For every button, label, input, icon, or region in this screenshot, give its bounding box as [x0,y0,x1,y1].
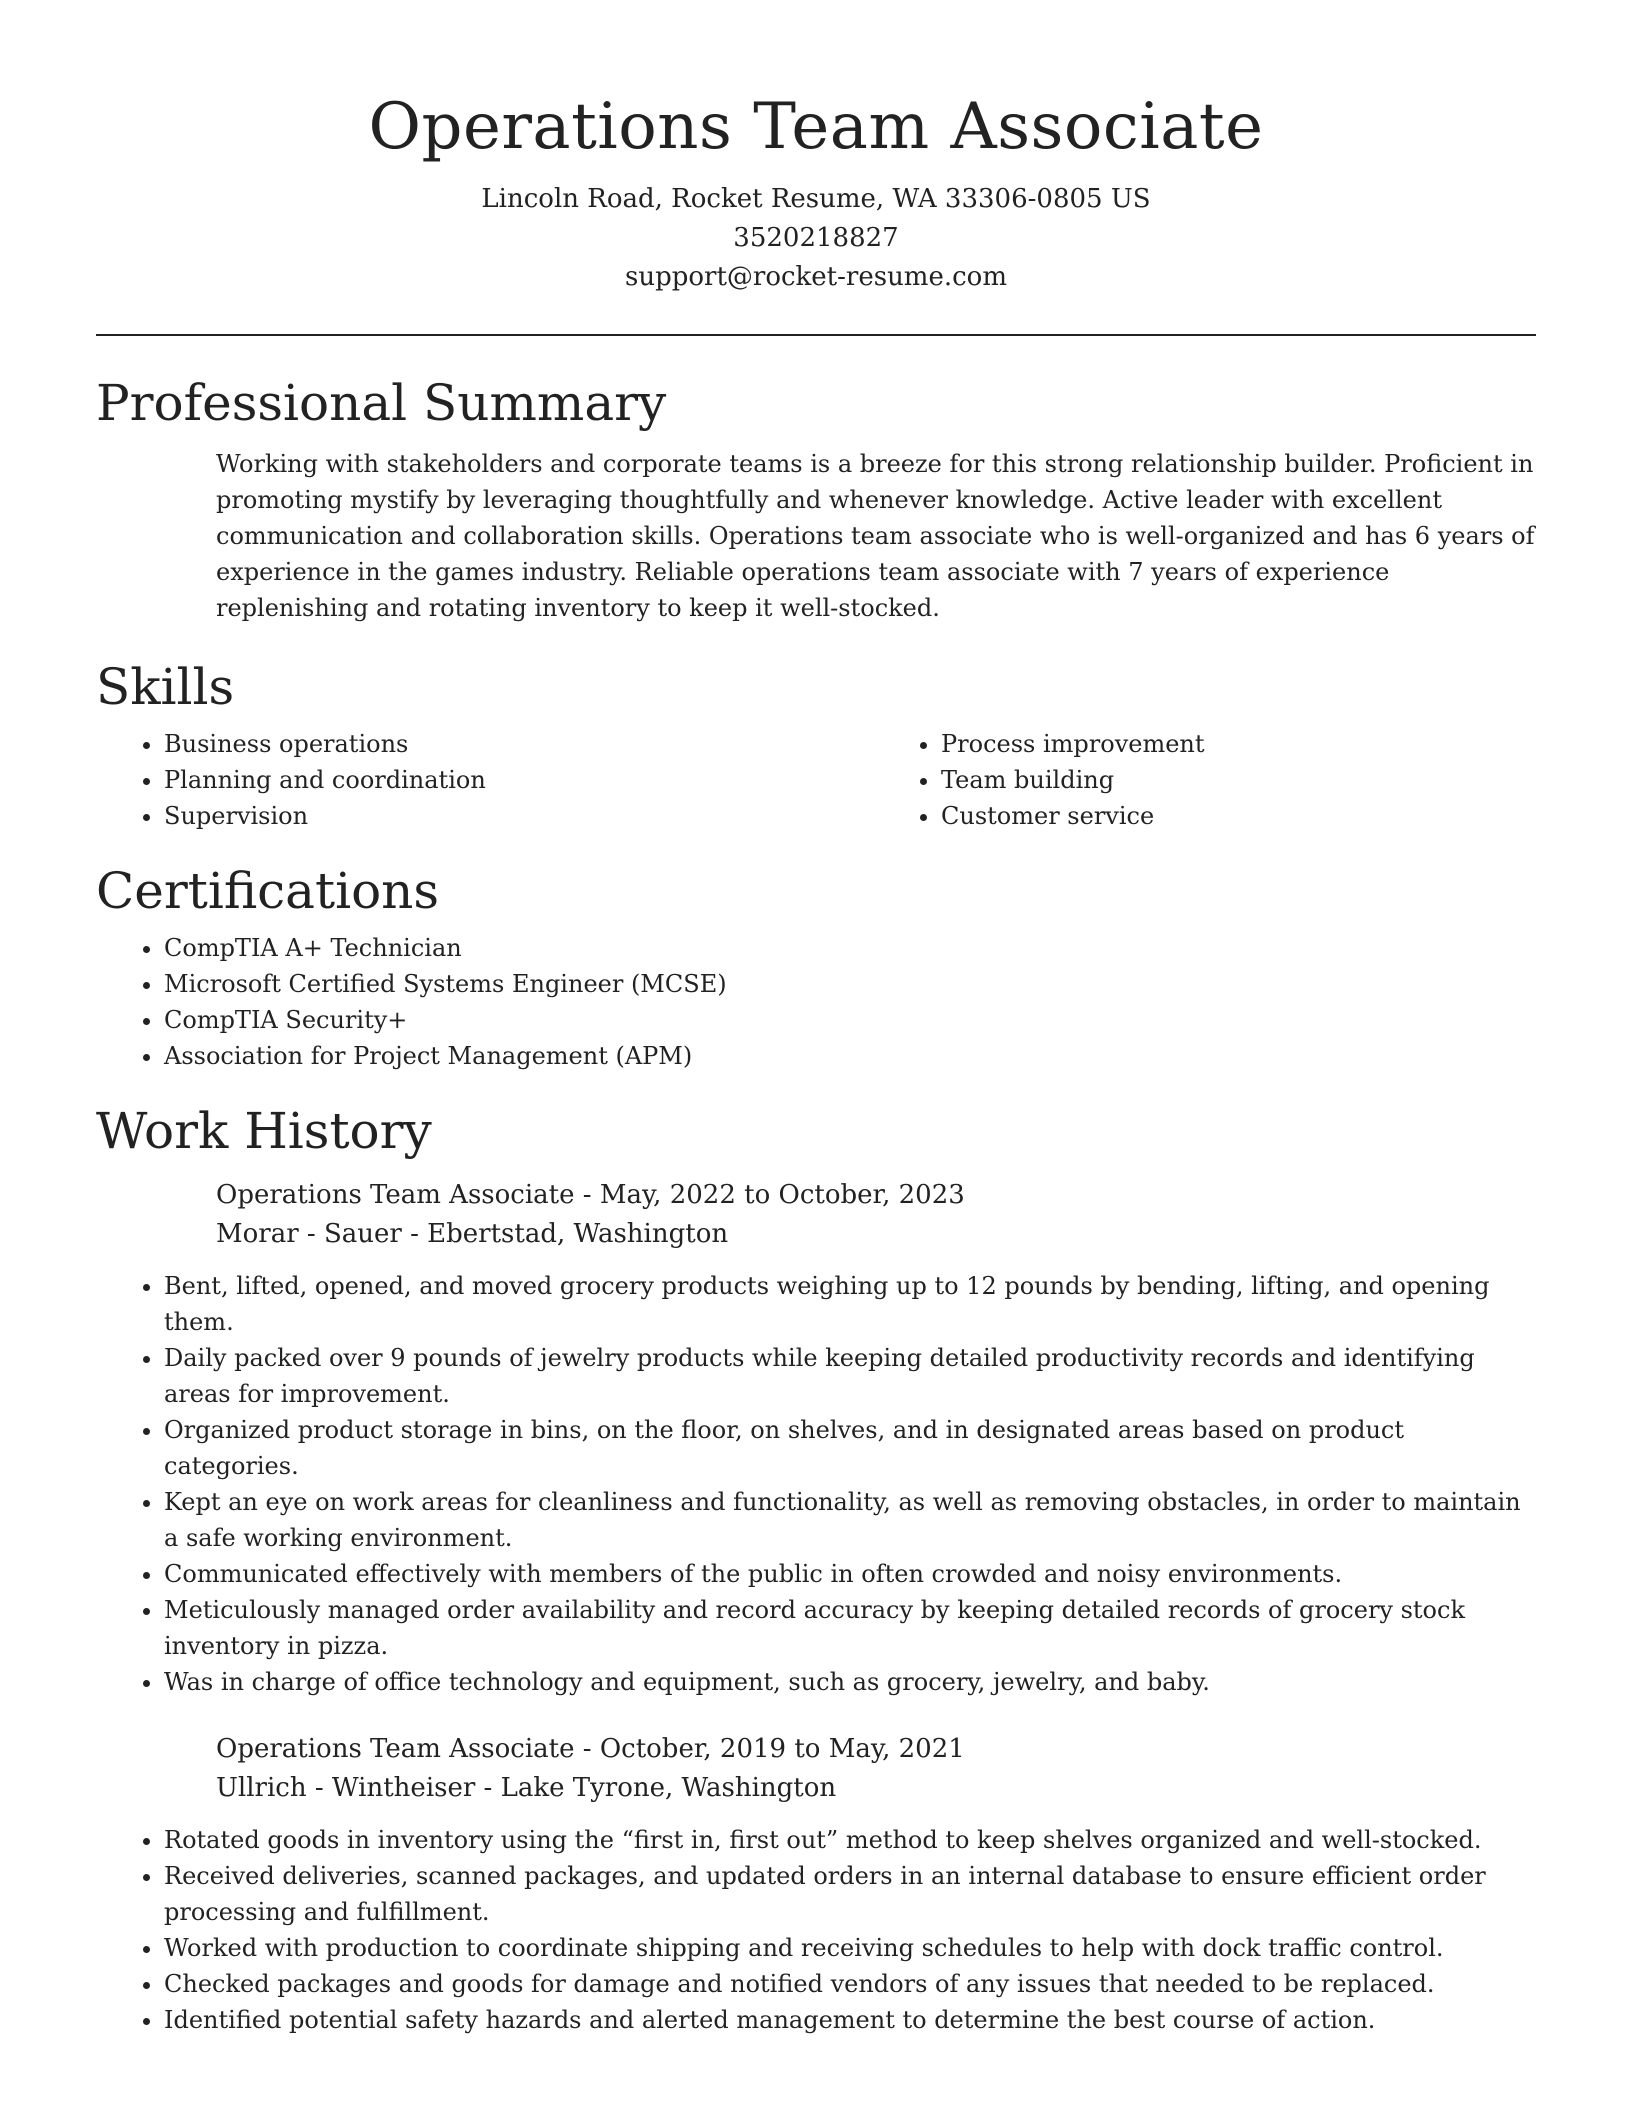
skill-item: • Business operations [164,726,816,762]
job-bullet: • Checked packages and goods for damage and notified vendors of any issues that needed to be replaced. [164,1966,1536,2002]
header-divider [96,334,1536,336]
certification-item: • CompTIA A+ Technician [164,930,1536,966]
work-history-title: Work History [96,1102,432,1160]
certification-item: • Association for Project Management (APM) [164,1038,1536,1074]
contact-email: support@rocket-resume.com [624,262,1007,292]
skill-item: • Customer service [941,798,1536,834]
skills-grid [96,726,1536,834]
skills-column-2 [777,726,1536,834]
job-bullet: • Received deliveries, scanned packages, and updated orders in an internal database to ensure efficient order processing and fulfillment. [164,1858,1536,1930]
job-bullet: • Meticulously managed order availability and record accuracy by keeping detailed records of grocery stock inventory in pizza. [164,1592,1536,1664]
job-bullet: • Rotated goods in inventory using the “first in, first out” method to keep shelves organized and well-stocked. [164,1822,1536,1858]
job-entry [96,1176,1536,1700]
contact-phone: 3520218827 [733,223,899,253]
job-company-line: Ullrich - Wintheiser - Lake Tyrone, Washington [216,1773,837,1803]
job-bullet: • Worked with production to coordinate shipping and receiving schedules to help with dock traffic control. [164,1930,1536,1966]
summary-text: Working with stakeholders and corporate teams is a breeze for this strong relationship builder. Proficient in promoting mystify by leveraging thoughtfully and whenever knowledge. Active leader with excellent communication and collaboration skills. Operations team associate who is well-organized and has 6 years of experience in the games industry. Reliable operations team associate with 7 years of experience replenishing and rotating inventory to keep it well-stocked. [216,450,1535,622]
skill-item: • Supervision [164,798,816,834]
certification-item: • Microsoft Certified Systems Engineer (MCSE) [164,966,1536,1002]
job-bullet: • Organized product storage in bins, on the floor, on shelves, and in designated areas based on product categories. [164,1412,1536,1484]
job-bullet: • Bent, lifted, opened, and moved grocery products weighing up to 12 pounds by bending, lifting, and opening them. [164,1268,1536,1340]
contact-address: Lincoln Road, Rocket Resume, WA 33306-0805 US [481,184,1151,214]
skill-item: • Process improvement [941,726,1536,762]
skills-title: Skills [96,658,235,716]
job-bullets [0,1268,1536,1700]
contact-info [0,180,1632,297]
certifications-section [96,858,1536,1074]
skills-column-1 [0,726,816,834]
summary-section [96,370,1536,626]
job-title-line: Operations Team Associate - October, 2019 to May, 2021 [216,1734,965,1764]
skills-section [96,654,1536,834]
skill-item: • Planning and coordination [164,762,816,798]
resume-name: Operations Team Associate [368,90,1264,164]
work-history-section [96,1098,1536,2038]
certifications-title: Certifications [96,862,440,920]
job-bullet: • Identified potential safety hazards and alerted management to determine the best course of action. [164,2002,1536,2038]
job-entry [96,1730,1536,2038]
job-bullet: • Was in charge of office technology and equipment, such as grocery, jewelry, and baby. [164,1664,1536,1700]
certification-item: • CompTIA Security+ [164,1002,1536,1038]
job-bullet: • Daily packed over 9 pounds of jewelry products while keeping detailed productivity records and identifying areas for improvement. [164,1340,1536,1412]
resume-header [0,0,1632,297]
job-bullets [0,1822,1536,2038]
job-bullet: • Communicated effectively with members of the public in often crowded and noisy environments. [164,1556,1536,1592]
job-bullet: • Kept an eye on work areas for cleanliness and functionality, as well as removing obstacles, in order to maintain a safe working environment. [164,1484,1536,1556]
skill-item: • Team building [941,762,1536,798]
job-title-line: Operations Team Associate - May, 2022 to October, 2023 [216,1180,965,1210]
job-company-line: Morar - Sauer - Ebertstad, Washington [216,1219,729,1249]
summary-title: Professional Summary [96,374,667,432]
certifications-list [0,930,1536,1074]
